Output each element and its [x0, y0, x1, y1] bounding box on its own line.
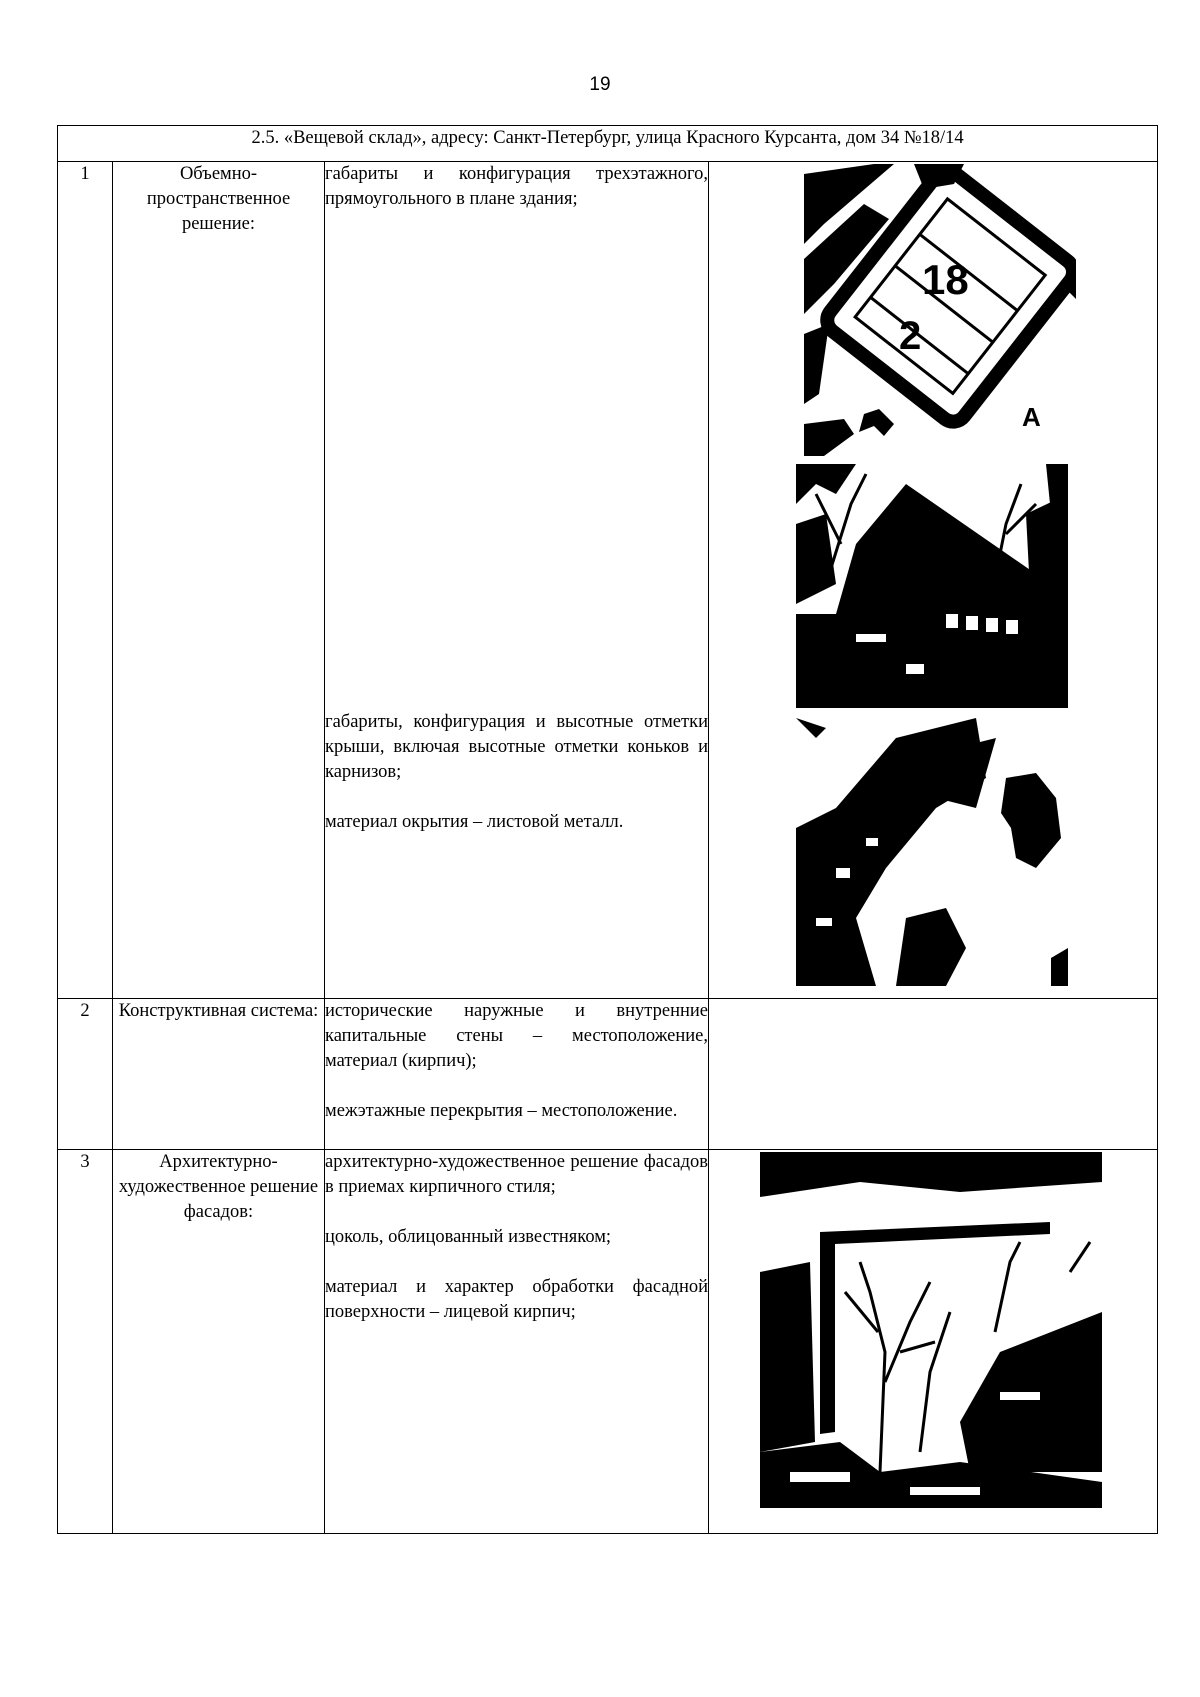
- row-paragraph: межэтажные перекрытия – местоположение.: [325, 1101, 678, 1121]
- row-paragraph: габариты и конфигурация трехэтажного, прямоугольного в плане здания;: [325, 164, 708, 209]
- row-paragraph: архитектурно-художественное решение фасадов в приемах кирпичного стиля;: [325, 1152, 708, 1197]
- row-paragraph: материал и характер обработки фасадной поверхности – лицевой кирпич;: [325, 1277, 708, 1322]
- table-row: [58, 1150, 1158, 1534]
- row-label: Архитектурно-художественное решение фасадов:: [113, 1150, 325, 1534]
- row-number: 2: [58, 999, 113, 1150]
- facade-photo: [760, 1152, 1102, 1508]
- row-label: Конструктивная система:: [113, 999, 325, 1150]
- map-label: 2: [899, 314, 922, 358]
- roof-photo: [796, 718, 1068, 986]
- row-description: [325, 162, 709, 999]
- row-paragraph: исторические наружные и внутренние капитальные стены – местоположение, материал (кирпич);: [325, 1001, 708, 1071]
- building-photo: [796, 464, 1068, 708]
- row-paragraph: габариты, конфигурация и высотные отметки крыши, включая высотные отметки коньков и карнизов;: [325, 712, 708, 782]
- row-paragraph: цоколь, облицованный известняком;: [325, 1227, 612, 1247]
- row-description: [325, 999, 709, 1150]
- page-number: 19: [589, 74, 611, 95]
- table-heading: 2.5. «Вещевой склад», адресу: Санкт-Петербург, улица Красного Курсанта, дом 34 №18/14: [58, 126, 1158, 162]
- row-images: [709, 999, 1158, 1150]
- row-number: 1: [58, 162, 113, 999]
- map-label: А: [1022, 402, 1041, 432]
- table-row: [58, 162, 1158, 999]
- protected-features-table: [57, 125, 1158, 1534]
- site-plan-image: [804, 164, 1076, 456]
- row-description: [325, 1150, 709, 1534]
- row-images: [709, 1150, 1158, 1534]
- row-paragraph: материал окрытия – листовой металл.: [325, 812, 624, 832]
- row-number: 3: [58, 1150, 113, 1534]
- row-label: Объемно-пространственное решение:: [113, 162, 325, 999]
- row-images: [709, 162, 1158, 999]
- map-label: 18: [922, 256, 969, 303]
- table-row: [58, 999, 1158, 1150]
